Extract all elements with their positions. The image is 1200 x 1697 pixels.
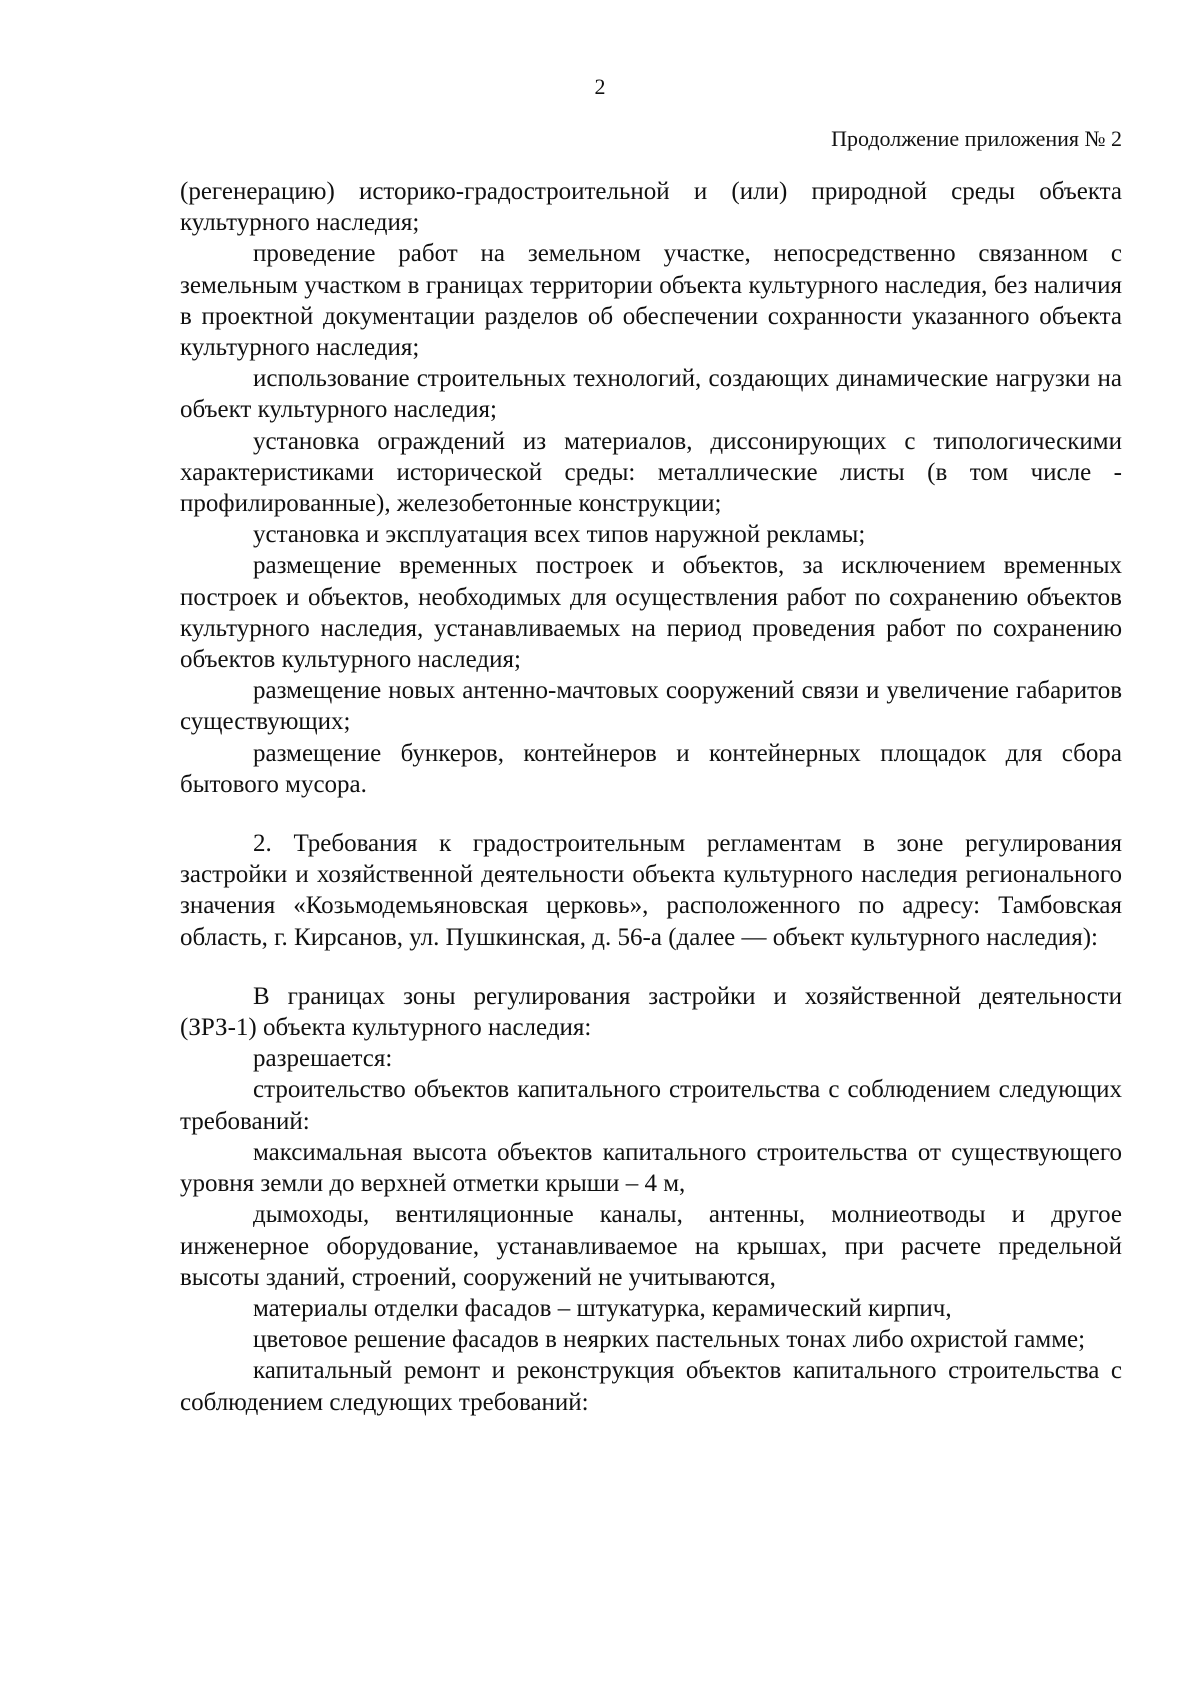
paragraph: размещение временных построек и объектов, за исключением временных построек и объектов, необходимых для осуществления работ по сохранению объектов культурного наследия, устанавливаемых на период проведения работ по сохранению объектов культурного наследия; bbox=[180, 552, 1122, 674]
paragraph: максимальная высота объектов капитального строительства от существующего уровня земли до верхней отметки крыши – 4 м, bbox=[180, 1138, 1122, 1198]
paragraph: размещение бункеров, контейнеров и контейнерных площадок для сбора бытового мусора. bbox=[180, 739, 1122, 798]
paragraph: разрешается: bbox=[253, 1045, 393, 1073]
page-number: 2 bbox=[594, 74, 606, 99]
paragraph: проведение работ на земельном участке, непосредственно связанном с земельным участком в границах территории объекта культурного наследия, без наличия в проектной документации разделов об обеспечении сохранности указанного объекта культурного наследия; bbox=[180, 240, 1122, 362]
paragraph: использование строительных технологий, создающих динамические нагрузки на объект культурного наследия; bbox=[180, 365, 1122, 424]
paragraph: дымоходы, вентиляционные каналы, антенны, молниеотводы и другое инженерное оборудование, устанавливаемое на крышах, при расчете предельной высоты зданий, строений, сооружений не учитываются, bbox=[180, 1201, 1122, 1291]
paragraph: цветовое решение фасадов в неярких пастельных тонах либо охристой гамме; bbox=[253, 1326, 1086, 1354]
paragraph: размещение новых антенно-мачтовых сооружений связи и увеличение габаритов существующих; bbox=[180, 677, 1122, 736]
paragraph: В границах зоны регулирования застройки и хозяйственной деятельности (ЗРЗ-1) объекта культурного наследия: bbox=[180, 982, 1122, 1042]
paragraph: (регенерацию) историко-градостроительной и (или) природной среды объекта культурного наследия; bbox=[180, 178, 1122, 237]
paragraph: строительство объектов капитального строительства с соблюдением следующих требований: bbox=[180, 1076, 1122, 1135]
paragraph: установка и эксплуатация всех типов наружной рекламы; bbox=[253, 521, 866, 549]
paragraph: материалы отделки фасадов – штукатурка, керамический кирпич, bbox=[253, 1294, 952, 1322]
section-heading-paragraph: 2. Требования к градостроительным регламентам в зоне регулирования застройки и хозяйственной деятельности объекта культурного наследия регионального значения «Козьмодемьяновская церковь», расположенного по адресу: Тамбовская область, г. Кирсанов, ул. Пушкинская, д. 56-а (далее — объект культурного наследия): bbox=[180, 830, 1122, 951]
paragraph: установка ограждений из материалов, диссонирующих с типологическими характеристиками исторической среды: металлические листы (в том числе - профилированные), железобетонные конструкции; bbox=[180, 427, 1122, 518]
document-body bbox=[180, 176, 1122, 1418]
paragraph: капитальный ремонт и реконструкция объектов капитального строительства с соблюдением следующих требований: bbox=[180, 1357, 1122, 1416]
appendix-continuation-label: Продолжение приложения № 2 bbox=[831, 126, 1122, 151]
